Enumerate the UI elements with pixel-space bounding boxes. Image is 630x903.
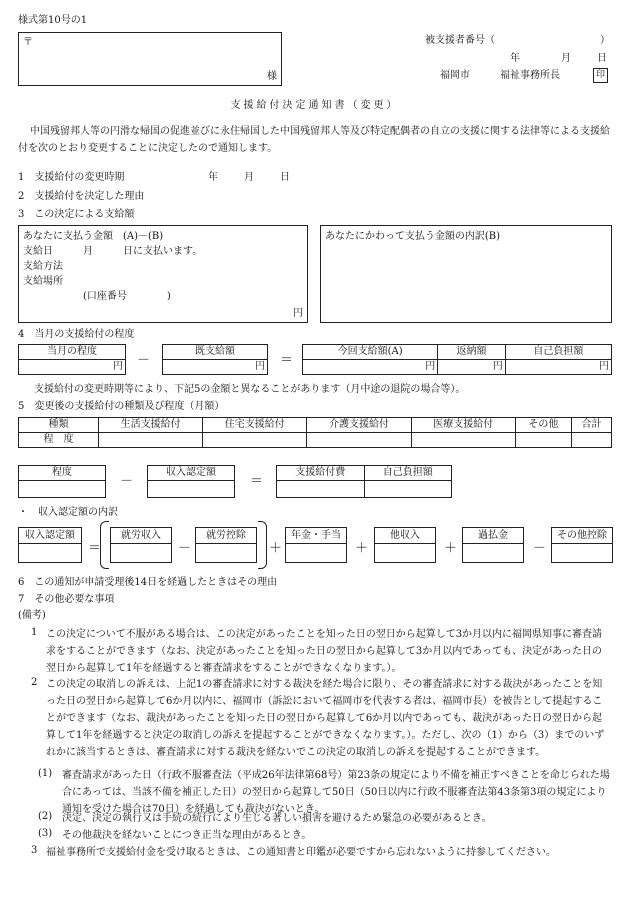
sub-note-1: 審査請求があった日（行政不服審査法（平成26年法律第68号）第23条の規定により不備を補正すべきことを命じられた場合にあっては、当該不備を補正した日）の翌日から起算して50日（50日以内に行政不服審査法第43条第3項の規定により通知を受けた場合は70日）を経過しても裁決がないとき。 bbox=[62, 770, 610, 815]
account-number: (口座番号 ) bbox=[83, 291, 171, 302]
third-party-label: あなたにかわって支払う金額の内訳(B) bbox=[325, 231, 501, 242]
income-recognized-header: 収入認定額 bbox=[148, 466, 235, 481]
level-living bbox=[99, 433, 203, 448]
amount-label: あなたに支払う金額 (A)－(B) bbox=[23, 231, 164, 242]
issuer-title: 福祉事務所長 bbox=[500, 70, 560, 81]
section-6-label: 6 この通知が申請受理後14日を経過したときはその理由 bbox=[18, 577, 278, 588]
overpayment-box bbox=[462, 527, 524, 563]
other-income-header: 他収入 bbox=[375, 528, 435, 544]
housing-support-header: 住宅支援給付 bbox=[203, 418, 307, 433]
work-deduction-box bbox=[195, 527, 257, 563]
equals-sign: ＝ bbox=[280, 353, 294, 368]
section-1-month: 月 bbox=[244, 172, 254, 183]
sub-note-2-number: (2) bbox=[38, 811, 53, 822]
living-support-header: 生活支援給付 bbox=[99, 418, 203, 433]
date-year: 年 bbox=[510, 53, 520, 64]
current-payment-table bbox=[302, 344, 612, 375]
form-number: 様式第10号の1 bbox=[18, 15, 88, 26]
issuer-city: 福岡市 bbox=[440, 70, 470, 81]
seal-mark: 印 bbox=[593, 68, 608, 83]
note-2: この決定の取消しの訴えは、上記1の審査請求に対する裁決を経た場合に限り、その審査請求に対する裁決があったことを知った日の翌日から起算して6か月以内に、福岡市（訴訟において福岡市を代表する者は、福岡市長）を被告として提起することができます（なお、裁決があったことを知った日の翌日から起算して6か月以内であっても、裁決があった日の翌日から起算して1年を経過すると決定の取消しの訴えを提起することができなくなります。）。ただし、次の（1）から（3）までのいずれかに該当するときは、審査請求に対する裁決を経ないでこの決定の取消しの訴えを提起することができます。 bbox=[46, 679, 605, 758]
pay-place: 支給場所 bbox=[23, 276, 63, 287]
this-payment-header: 今回支給額(A) bbox=[303, 345, 438, 360]
benefit-cost-table bbox=[276, 465, 452, 498]
level-calc-value bbox=[19, 481, 106, 498]
bracket-left bbox=[100, 521, 109, 569]
breakdown-equals: ＝ bbox=[88, 541, 102, 556]
self-pay-header: 自己負担額 bbox=[505, 345, 611, 360]
document-title: 支援給付決定通知書（変更） bbox=[230, 100, 400, 111]
section-4-label: 4 当月の支援給付の程度 bbox=[18, 329, 135, 340]
benefit-type-table bbox=[18, 417, 612, 448]
this-payment-yen: 円 bbox=[303, 360, 438, 375]
existing-amount-header: 既支給額 bbox=[163, 345, 268, 360]
note-3-number: 3 bbox=[31, 845, 38, 856]
section-1-year: 年 bbox=[208, 172, 218, 183]
calc-equals: ＝ bbox=[250, 474, 264, 489]
existing-amount-yen: 円 bbox=[163, 360, 268, 375]
note-2-number: 2 bbox=[31, 677, 38, 688]
refund-yen: 円 bbox=[438, 360, 506, 375]
level-total bbox=[571, 433, 611, 448]
note-3: 福祉事務所で支援給付金を受け取るときは、この通知書と印鑑が必要ですから忘れないように持参してください。 bbox=[46, 847, 556, 858]
sub-note-1-number: (1) bbox=[38, 768, 53, 779]
medical-support-header: 医療支援給付 bbox=[411, 418, 515, 433]
current-level-yen: 円 bbox=[19, 360, 126, 375]
amount-yen: 円 bbox=[293, 307, 303, 319]
sub-note-3-number: (3) bbox=[38, 828, 53, 839]
current-level-table bbox=[18, 344, 126, 375]
other-income-box bbox=[374, 527, 436, 563]
section-1-label: 1 支援給付の変更時期 bbox=[18, 172, 125, 183]
other-deduction-header: その他控除 bbox=[552, 528, 612, 544]
level-care bbox=[307, 433, 411, 448]
level-row-label: 程 度 bbox=[19, 433, 99, 448]
issuer-seal bbox=[593, 68, 608, 83]
note-1: この決定について不服がある場合は、この決定があったことを知った日の翌日から起算して3か月以内に福岡県知事に審査請求をすることができます（なお、決定があったことを知った日の翌日から起算して3か月以内であっても、決定があった日の翌日から起算して1年を経過すると審査請求をすることができなくなります。）。 bbox=[46, 629, 603, 674]
self-pay-yen: 円 bbox=[505, 360, 611, 375]
section-1-day: 日 bbox=[280, 172, 290, 183]
breakdown-op-2: ＋ bbox=[269, 541, 283, 556]
overpayment-header: 過払金 bbox=[463, 528, 523, 544]
income-total-header: 収入認定額 bbox=[19, 528, 81, 544]
pension-header: 年金・手当 bbox=[286, 528, 346, 544]
sub-note-2: 決定、決定の執行又は手続の続行により生じる著しい損害を避けるため緊急の必要があるとき。 bbox=[62, 813, 492, 824]
income-breakdown-label: ・ 収入認定額の内訳 bbox=[18, 507, 118, 518]
section-3-label: 3 この決定による支給額 bbox=[18, 209, 135, 220]
current-level-header: 当月の程度 bbox=[19, 345, 126, 360]
income-total-box bbox=[18, 527, 82, 563]
intro-paragraph: 中国残留邦人等の円滑な帰国の促進並びに永住帰国した中国残留邦人等及び特定配偶者の自立の支援に関する法律等による支援給付を次のとおり変更することに決定したので通知します。 bbox=[18, 126, 610, 154]
section-2-label: 2 支援給付を決定した理由 bbox=[18, 191, 145, 202]
refund-header: 返納額 bbox=[438, 345, 506, 360]
work-income-header: 就労収入 bbox=[111, 528, 171, 544]
benefit-cost-value bbox=[277, 481, 365, 498]
pension-box bbox=[285, 527, 347, 563]
bracket-right bbox=[258, 521, 267, 569]
minus-sign: － bbox=[137, 353, 151, 368]
date-month: 月 bbox=[561, 53, 571, 64]
sub-note-3: その他裁決を経ないことにつき正当な理由があるとき。 bbox=[62, 830, 312, 841]
existing-amount-table bbox=[162, 344, 268, 375]
other-header: その他 bbox=[515, 418, 571, 433]
payment-amount-box bbox=[18, 225, 308, 323]
level-medical bbox=[411, 433, 515, 448]
address-box bbox=[18, 32, 282, 86]
self-burden-value bbox=[364, 481, 452, 498]
breakdown-op-4: ＋ bbox=[444, 541, 458, 556]
recipient-number-label: 被支援者番号（ bbox=[425, 35, 495, 46]
section-7-label: 7 その他必要な事項 bbox=[18, 594, 115, 605]
other-deduction-box bbox=[551, 527, 613, 563]
work-deduction-header: 就労控除 bbox=[196, 528, 256, 544]
work-income-box bbox=[110, 527, 172, 563]
level-calc-table bbox=[18, 465, 106, 498]
recipient-number-close: ） bbox=[600, 35, 610, 46]
honorific-sama: 様 bbox=[267, 70, 277, 82]
benefit-cost-header: 支援給付費 bbox=[277, 466, 365, 481]
note-1-number: 1 bbox=[31, 627, 38, 638]
section-5-label: 5 変更後の支援給付の種類及び程度（月額） bbox=[18, 401, 225, 412]
breakdown-op-5: － bbox=[533, 541, 547, 556]
care-support-header: 介護支援給付 bbox=[307, 418, 411, 433]
date-day: 日 bbox=[597, 53, 607, 64]
pay-day: 支給日 月 日に支払います。 bbox=[23, 246, 203, 257]
breakdown-op-1: － bbox=[178, 541, 192, 556]
notes-label: (備考) bbox=[18, 610, 46, 621]
total-header: 合計 bbox=[571, 418, 611, 433]
postal-mark: 〒 bbox=[23, 37, 33, 48]
type-header: 種類 bbox=[19, 418, 99, 433]
income-recognized-table bbox=[147, 465, 235, 498]
level-other bbox=[515, 433, 571, 448]
section-4-note: 支援給付の変更時期等により、下記5の金額と異なることがあります（月中途の退院の場合等）。 bbox=[34, 384, 466, 395]
calc-minus: － bbox=[120, 474, 134, 489]
breakdown-op-3: ＋ bbox=[355, 541, 369, 556]
self-burden-header: 自己負担額 bbox=[364, 466, 452, 481]
income-recognized-value bbox=[148, 481, 235, 498]
pay-method: 支給方法 bbox=[23, 261, 63, 272]
level-housing bbox=[203, 433, 307, 448]
third-party-amount-box bbox=[320, 225, 612, 323]
level-calc-header: 程度 bbox=[19, 466, 106, 481]
